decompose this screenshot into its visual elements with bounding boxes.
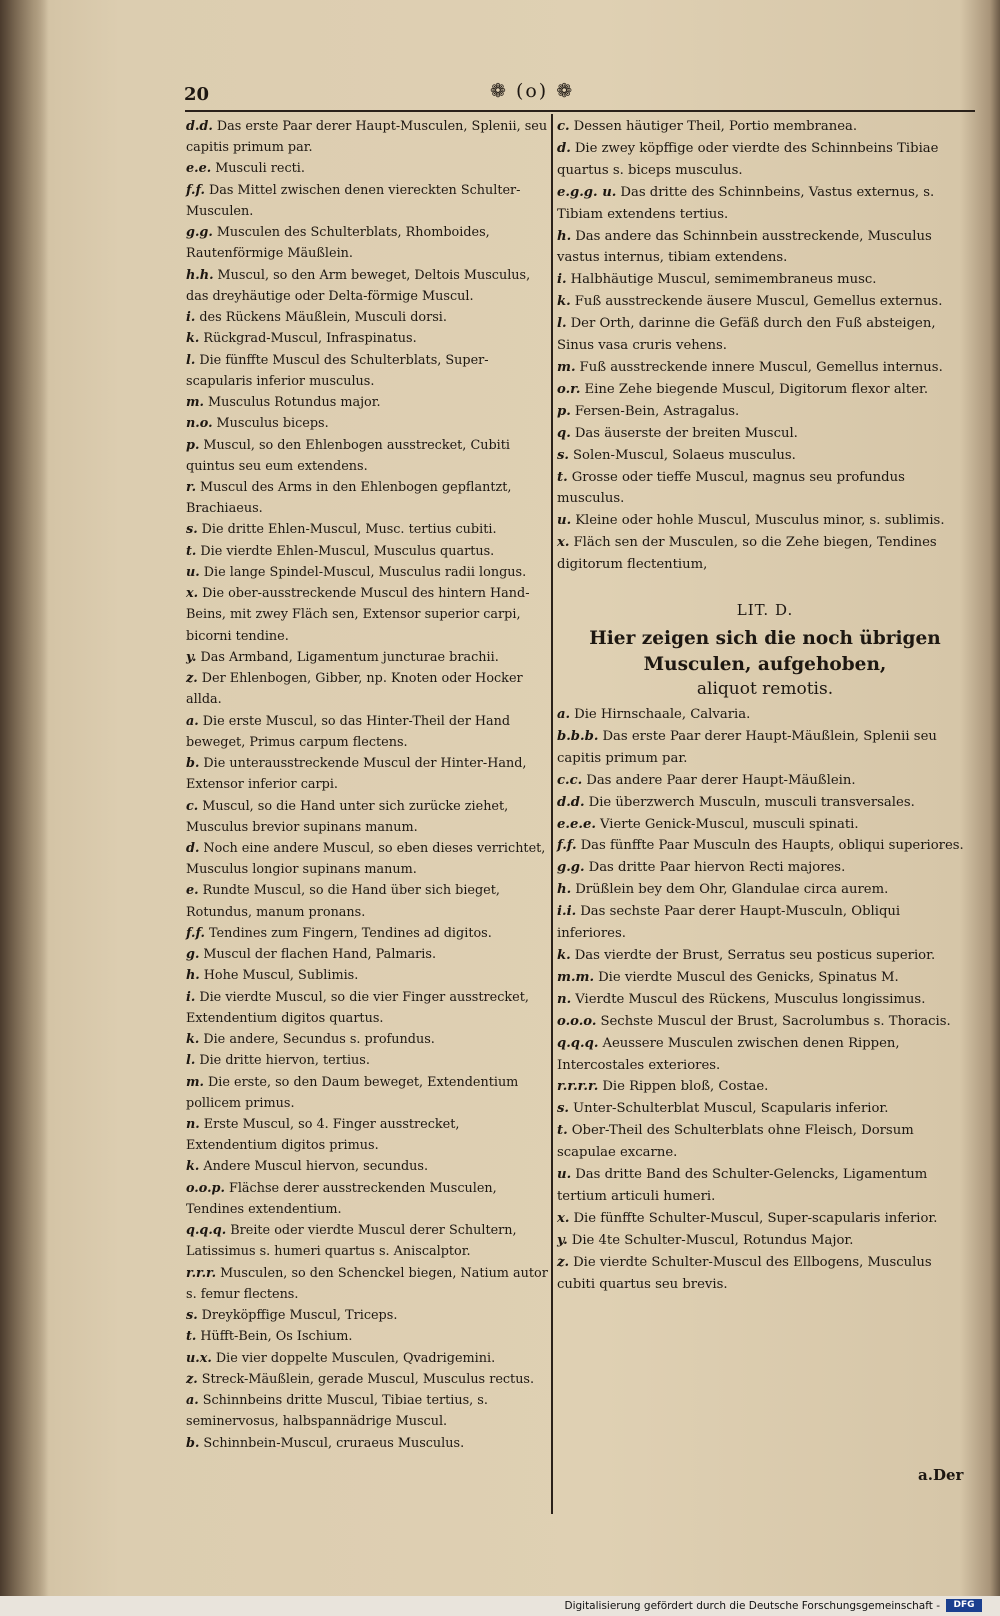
entry-label: t. [557, 1123, 568, 1139]
entry-label: l. [557, 316, 567, 332]
legend-entry [186, 796, 548, 838]
entry-label: r. [186, 479, 197, 495]
legend-entry [186, 1220, 548, 1262]
legend-entry [557, 770, 973, 792]
lit-title: Hier zeigen sich die noch übrigen Musculen, aufgehoben, [589, 628, 941, 676]
entry-text: Andere Muscul hiervon, secundus. [203, 1159, 429, 1175]
entry-label: f.f. [186, 182, 206, 198]
entry-label: d. [186, 840, 200, 856]
entry-label: g.g. [186, 225, 213, 241]
legend-entry [186, 328, 548, 349]
legend-entry [557, 1076, 973, 1098]
legend-entry [186, 1050, 548, 1071]
entry-label: a. [186, 713, 199, 729]
legend-entry [186, 1072, 548, 1114]
entry-label: y. [186, 649, 197, 665]
entry-text: Die erste, so den Daum beweget, Extendentium pollicem primus. [186, 1074, 519, 1111]
lit-heading: LIT. D. [736, 601, 794, 620]
legend-entry [186, 1348, 548, 1369]
entry-text: Musculi recti. [215, 161, 305, 177]
entry-label: u.x. [186, 1350, 212, 1366]
legend-entry [186, 477, 548, 519]
legend-entry [557, 1230, 973, 1252]
legend-entry [186, 519, 548, 540]
page-signature: ❁ (o) ❁ [490, 80, 575, 102]
legend-entry [186, 350, 548, 392]
entry-text: Sechste Muscul der Brust, Sacrolumbus s. Thoracis. [600, 1013, 951, 1029]
legend-entry [557, 989, 973, 1011]
entry-text: Musculus biceps. [216, 416, 329, 432]
entry-label: u. [557, 513, 572, 529]
entry-label: s. [186, 522, 198, 538]
entry-text: Dessen häutiger Theil, Portio membranea. [573, 119, 858, 134]
entry-text: Das äuserste der breiten Muscul. [574, 425, 798, 441]
legend-entry [186, 711, 548, 753]
entry-text: Muscul der flachen Hand, Palmaris. [203, 947, 437, 963]
entry-text: Schinnbein-Muscul, cruraeus Musculus. [203, 1435, 465, 1451]
entry-label: x. [186, 586, 199, 602]
entry-label: c.c. [557, 772, 583, 788]
legend-entry [557, 967, 973, 989]
entry-label: h. [557, 228, 572, 244]
book-spine-shadow [0, 0, 48, 1616]
entry-label: g. [186, 947, 200, 963]
legend-entry [186, 1156, 548, 1177]
entry-text: Musculen, so den Schenckel biegen, Natium autor s. femur flectens. [186, 1265, 548, 1302]
entry-label: b. [186, 756, 200, 772]
entry-label: u. [186, 564, 200, 580]
legend-entry [557, 532, 973, 576]
legend-entry [186, 668, 548, 710]
entry-text: Unter-Schulterblat Muscul, Scapularis inferior. [573, 1101, 889, 1117]
entry-text: Streck-Mäußlein, gerade Muscul, Musculus rectus. [201, 1371, 535, 1387]
legend-entry [557, 857, 973, 879]
entry-label: u. [557, 1167, 572, 1183]
legend-entry [557, 901, 973, 945]
lit-title-continued: aliquot remotis. [696, 679, 834, 700]
entry-text: Die lange Spindel-Muscul, Musculus radii longus. [203, 564, 527, 580]
legend-entry [186, 1369, 548, 1390]
digitization-credit: Digitalisierung gefördert durch die Deutsche Forschungsgemeinschaft - [564, 1600, 940, 1612]
entry-label: k. [186, 1159, 200, 1175]
entry-text: Musculen des Schulterblats, Rhomboides, Rautenförmige Mäußlein. [186, 225, 490, 262]
entry-text: Der Ehlenbogen, Gibber, np. Knoten oder Hocker allda. [186, 671, 523, 708]
entry-text: Fuß ausstreckende innere Muscul, Gemellus internus. [579, 359, 943, 375]
entry-text: Muscul, so den Arm beweget, Deltois Musculus, das dreyhäutige oder Delta-förmige Muscul. [186, 267, 531, 304]
entry-text: Die zwey köpffige oder vierdte des Schinnbeins Tibiae quartus s. biceps musculus. [557, 140, 939, 178]
entry-text: Ober-Theil des Schulterblats ohne Fleisch, Dorsum scapulae excarne. [557, 1123, 914, 1161]
legend-entry [557, 1164, 973, 1208]
legend-entry [557, 1208, 973, 1230]
entry-text: Das Mittel zwischen denen viereckten Schulter-Musculen. [186, 182, 521, 219]
entry-text: Die vierdte Ehlen-Muscul, Musculus quartus. [200, 543, 495, 559]
legend-entry [186, 222, 548, 264]
legend-entry [186, 753, 548, 795]
entry-text: Das erste Paar derer Haupt-Mäußlein, Splenii seu capitis primum par. [557, 728, 937, 766]
entry-label: o.o.o. [557, 1013, 597, 1029]
entry-label: e.e.e. [557, 816, 596, 832]
legend-entry [557, 313, 973, 357]
entry-text: Hüfft-Bein, Os Ischium. [200, 1329, 353, 1345]
legend-entry [557, 879, 973, 901]
entry-text: Die Hirnschaale, Calvaria. [574, 707, 751, 723]
dfg-logo: DFG [946, 1599, 982, 1612]
entry-label: g.g. [557, 860, 585, 876]
right-column-upper-list [557, 116, 973, 576]
entry-label: i.i. [557, 904, 577, 920]
entry-text: des Rückens Mäußlein, Musculi dorsi. [199, 310, 447, 326]
legend-entry [557, 401, 973, 423]
entry-text: Rückgrad-Muscul, Infraspinatus. [203, 331, 417, 347]
entry-text: Das erste Paar derer Haupt-Musculen, Splenii, seu capitis primum par. [186, 119, 548, 156]
legend-entry [186, 965, 548, 986]
entry-text: Die dritte hiervon, tertius. [199, 1053, 370, 1069]
right-column-lower-list [557, 704, 973, 1295]
legend-entry [186, 838, 548, 880]
entry-label: k. [557, 948, 571, 963]
legend-entry [186, 647, 548, 668]
legend-entry [186, 1305, 548, 1326]
legend-entry [557, 1120, 973, 1164]
entry-label: p. [186, 437, 200, 453]
entry-text: Muscul, so den Ehlenbogen ausstrecket, Cubiti quintus seu eum extendens. [186, 437, 510, 474]
entry-text: Kleine oder hohle Muscul, Musculus minor, s. sublimis. [575, 513, 945, 529]
entry-text: Solen-Muscul, Solaeus musculus. [573, 447, 796, 463]
entry-text: Die überzwerch Musculn, musculi transversales. [588, 794, 915, 810]
legend-entry [186, 562, 548, 583]
entry-text: Erste Muscul, so 4. Finger ausstrecket, Extendentium digitos primus. [186, 1117, 460, 1154]
book-page [60, 60, 964, 1580]
entry-text: Die vierdte Schulter-Muscul des Ellbogens, Musculus cubiti quartus seu brevis. [557, 1254, 932, 1292]
legend-entry [557, 138, 973, 182]
entry-label: e.g.g. u. [557, 184, 617, 200]
entry-label: q.q.q. [186, 1223, 227, 1239]
legend-entry [186, 180, 548, 222]
entry-label: l. [186, 1053, 196, 1069]
legend-entry [557, 510, 973, 532]
entry-label: m. [186, 1074, 204, 1090]
entry-label: q. [557, 425, 571, 441]
entry-label: x. [557, 1210, 570, 1226]
entry-text: Schinnbeins dritte Muscul, Tibiae tertius, s. seminervosus, halbspannädrige Muscul. [186, 1393, 488, 1430]
entry-text: Eine Zehe biegende Muscul, Digitorum flexor alter. [584, 381, 929, 397]
entry-label: t. [557, 469, 568, 485]
legend-entry [186, 307, 548, 328]
entry-text: Die fünffte Muscul des Schulterblats, Super-scapularis inferior musculus. [186, 352, 489, 389]
legend-entry [186, 116, 548, 158]
legend-entry [557, 1098, 973, 1120]
legend-entry [557, 226, 973, 270]
header-rule [185, 110, 975, 112]
entry-label: f.f. [186, 925, 206, 941]
entry-text: Hohe Muscul, Sublimis. [203, 968, 359, 984]
legend-entry [186, 987, 548, 1029]
entry-text: Tendines zum Fingern, Tendines ad digitos. [209, 925, 492, 941]
legend-entry [557, 814, 973, 836]
entry-label: k. [186, 1032, 200, 1048]
catchword: a.Der [918, 1466, 964, 1484]
entry-text: Die vierdte Muscul, so die vier Finger ausstrecket, Extendentium digitos quartus. [186, 989, 529, 1026]
entry-label: h. [557, 882, 572, 898]
entry-label: e.e. [186, 161, 212, 177]
entry-label: f.f. [557, 838, 577, 854]
legend-entry [557, 182, 973, 226]
entry-text: Das vierdte der Brust, Serratus seu posticus superior. [574, 948, 936, 963]
entry-label: h.h. [186, 267, 214, 283]
entry-text: Vierdte Muscul des Rückens, Musculus longissimus. [575, 991, 926, 1007]
legend-entry [557, 116, 973, 138]
entry-label: e. [186, 883, 199, 899]
entry-text: Die erste Muscul, so das Hinter-Theil der Hand beweget, Primus carpum flectens. [186, 713, 511, 750]
entry-text: Der Orth, darinne die Gefäß durch den Fuß absteigen, Sinus vasa cruris vehens. [557, 316, 936, 354]
entry-text: Das dritte des Schinnbeins, Vastus externus, s. Tibiam extendens tertius. [557, 184, 935, 222]
entry-label: i. [186, 989, 196, 1005]
legend-entry [186, 435, 548, 477]
legend-entry [186, 1390, 548, 1432]
legend-entry [186, 541, 548, 562]
entry-text: Das Armband, Ligamentum juncturae brachii. [200, 649, 499, 665]
entry-text: Fläch sen der Musculen, so die Zehe biegen, Tendines digitorum flectentium, [557, 535, 937, 573]
entry-label: o.o.p. [186, 1180, 225, 1196]
entry-label: p. [557, 403, 571, 419]
entry-label: z. [557, 1254, 570, 1270]
legend-entry [186, 158, 548, 179]
entry-text: Fuß ausstreckende äusere Muscul, Gemellus externus. [574, 294, 943, 310]
legend-entry [186, 923, 548, 944]
legend-entry [557, 357, 973, 379]
entry-label: y. [557, 1232, 568, 1248]
entry-label: a. [557, 707, 571, 723]
entry-label: c. [557, 119, 570, 134]
legend-entry [186, 1433, 548, 1454]
entry-label: t. [186, 1329, 197, 1345]
legend-entry [557, 1011, 973, 1033]
legend-entry [186, 583, 548, 647]
entry-label: n. [186, 1117, 200, 1133]
legend-entry [557, 445, 973, 467]
entry-label: m.m. [557, 969, 595, 985]
legend-entry [557, 726, 973, 770]
entry-label: k. [186, 331, 200, 347]
legend-entry [186, 1178, 548, 1220]
column-separator [551, 114, 553, 1514]
entry-text: Die vier doppelte Musculen, Qvadrigemini. [215, 1350, 496, 1366]
entry-label: d.d. [557, 794, 585, 810]
right-column [557, 116, 973, 1296]
entry-text: Rundte Muscul, so die Hand über sich bieget, Rotundus, manum pronans. [186, 883, 500, 920]
entry-label: k. [557, 294, 571, 310]
entry-label: d. [557, 140, 571, 156]
legend-entry [557, 945, 973, 967]
legend-entry [186, 413, 548, 434]
entry-label: l. [186, 352, 196, 368]
entry-label: i. [557, 272, 567, 288]
entry-label: c. [186, 798, 199, 814]
entry-label: s. [557, 1101, 570, 1117]
legend-entry [557, 467, 973, 511]
legend-entry [186, 1263, 548, 1305]
entry-text: Breite oder vierdte Muscul derer Schultern, Latissimus s. humeri quartus s. Aniscalptor. [186, 1223, 517, 1260]
legend-entry [557, 1252, 973, 1296]
entry-text: Fersen-Bein, Astragalus. [574, 403, 740, 419]
entry-text: Die dritte Ehlen-Muscul, Musc. tertius cubiti. [201, 522, 497, 538]
entry-text: Halbhäutige Muscul, semimembraneus musc. [570, 272, 877, 288]
entry-label: o.r. [557, 381, 581, 397]
entry-text: Grosse oder tieffe Muscul, magnus seu profundus musculus. [557, 469, 905, 507]
entry-text: Die ober-ausstreckende Muscul des hintern Hand-Beins, mit zwey Fläch sen, Extensor superior carpi, bicorni tendine. [186, 586, 530, 644]
entry-text: Das andere das Schinnbein ausstreckende, Musculus vastus internus, tibiam extendens. [557, 228, 932, 266]
entry-label: x. [557, 535, 570, 551]
legend-entry [557, 835, 973, 857]
entry-label: b.b.b. [557, 728, 599, 744]
legend-entry [186, 1029, 548, 1050]
legend-entry [557, 1033, 973, 1077]
entry-label: h. [186, 968, 200, 984]
entry-label: s. [186, 1308, 198, 1324]
legend-entry [557, 379, 973, 401]
entry-text: Noch eine andere Muscul, so eben dieses verrichtet, Musculus longior supinans manum. [186, 840, 546, 878]
entry-text: Dreyköpffige Muscul, Triceps. [201, 1308, 398, 1324]
page-number: 20 [184, 84, 210, 105]
legend-entry [557, 291, 973, 313]
entry-text: Die vierdte Muscul des Genicks, Spinatus M. [598, 969, 899, 985]
entry-label: a. [186, 1393, 199, 1409]
entry-label: b. [186, 1435, 200, 1451]
legend-entry [186, 880, 548, 922]
legend-entry [186, 392, 548, 413]
entry-text: Die andere, Secundus s. profundus. [203, 1032, 435, 1048]
entry-text: Musculus Rotundus major. [208, 395, 381, 411]
entry-label: z. [186, 671, 198, 687]
entry-label: m. [186, 395, 204, 411]
entry-label: i. [186, 310, 196, 326]
entry-label: n. [557, 991, 572, 1007]
entry-text: Das andere Paar derer Haupt-Mäußlein. [586, 772, 856, 788]
entry-text: Das fünffte Paar Musculn des Haupts, obliqui superiores. [580, 838, 964, 854]
entry-text: Das dritte Band des Schulter-Gelencks, Ligamentum tertium articuli humeri. [557, 1167, 928, 1204]
entry-label: n.o. [186, 416, 213, 432]
entry-text: Vierte Genick-Muscul, musculi spinati. [599, 816, 859, 832]
legend-entry [557, 269, 973, 291]
entry-label: r.r.r. [186, 1265, 217, 1281]
entry-text: Die 4te Schulter-Muscul, Rotundus Major. [571, 1232, 854, 1248]
legend-entry [186, 1326, 548, 1347]
entry-text: Die fünffte Schulter-Muscul, Super-scapularis inferior. [573, 1210, 938, 1226]
entry-text: Muscul, so die Hand unter sich zurücke ziehet, Musculus brevior supinans manum. [186, 798, 509, 835]
legend-entry [186, 265, 548, 307]
legend-entry [186, 1114, 548, 1156]
entry-text: Drüßlein bey dem Ohr, Glandulae circa aurem. [575, 882, 889, 898]
legend-entry [557, 423, 973, 445]
legend-entry [557, 792, 973, 814]
entry-label: d.d. [186, 119, 213, 134]
entry-label: m. [557, 359, 576, 375]
entry-label: q.q.q. [557, 1035, 599, 1051]
legend-entry [557, 704, 973, 726]
entry-label: t. [186, 543, 197, 559]
entry-label: r.r.r.r. [557, 1079, 599, 1095]
entry-text: Die unterausstreckende Muscul der Hinter-Hand, Extensor inferior carpi. [186, 756, 527, 793]
legend-entry [186, 944, 548, 965]
entry-label: z. [186, 1371, 198, 1387]
entry-text: Flächse derer ausstreckenden Musculen, Tendines extendentium. [186, 1180, 497, 1217]
entry-text: Das sechste Paar derer Haupt-Musculn, Obliqui inferiores. [557, 904, 901, 942]
entry-text: Muscul des Arms in den Ehlenbogen gepflantzt, Brachiaeus. [186, 479, 512, 517]
entry-label: s. [557, 447, 570, 463]
entry-text: Die Rippen bloß, Costae. [602, 1079, 769, 1095]
entry-text: Das dritte Paar hiervon Recti majores. [588, 860, 846, 876]
left-column [186, 116, 548, 1454]
entry-text: Aeussere Musculen zwischen denen Rippen, Intercostales exteriores. [557, 1035, 900, 1073]
